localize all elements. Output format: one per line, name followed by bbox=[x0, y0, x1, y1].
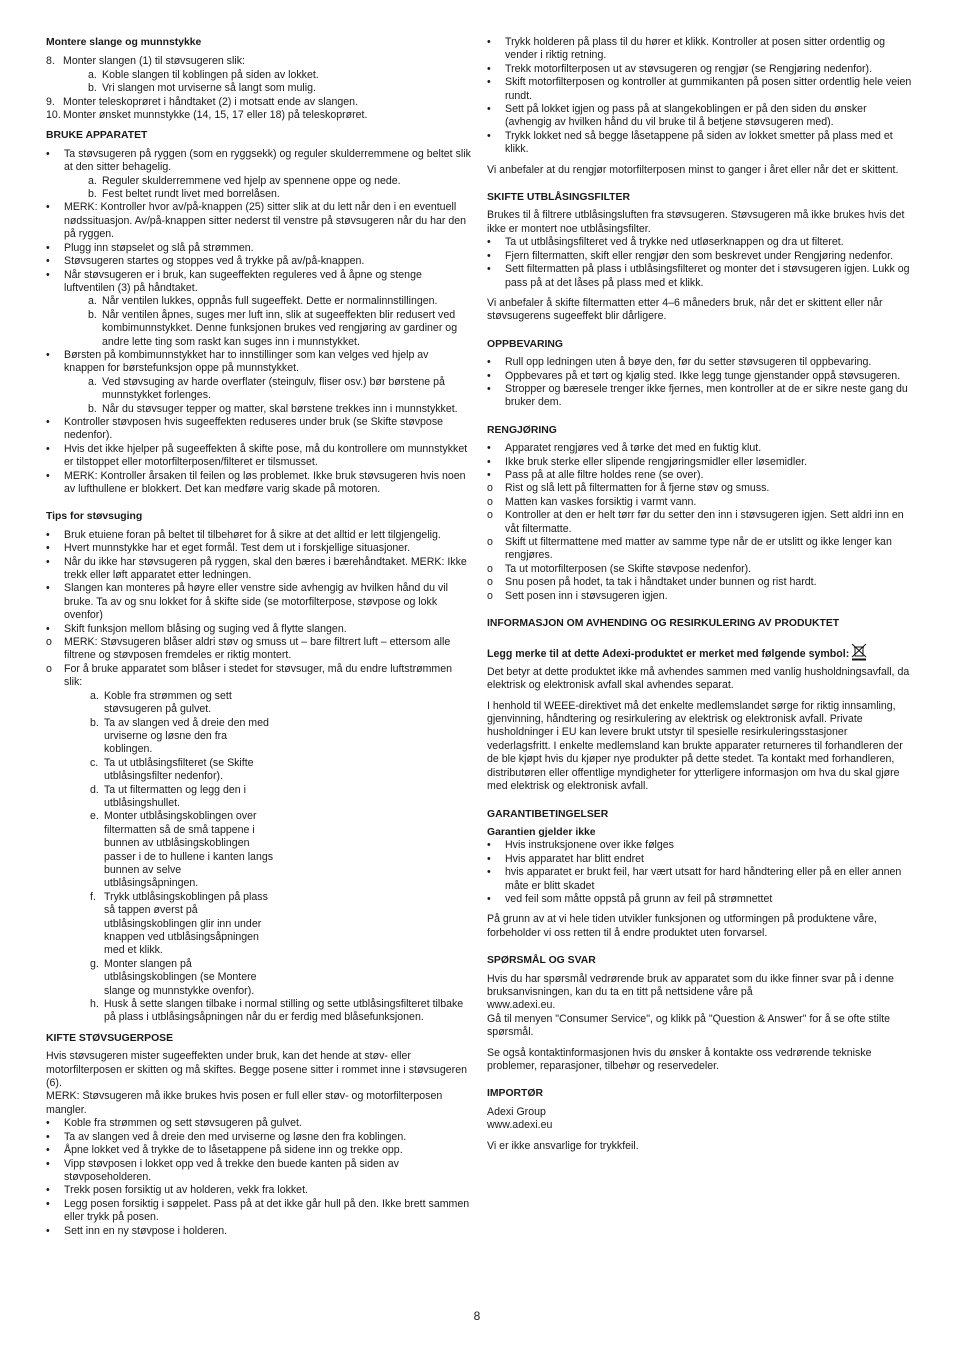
sub-item bbox=[46, 810, 472, 890]
circle-marker: o bbox=[487, 509, 493, 522]
paragraph: Hvis støvsugeren mister sugeeffekten under bruk, kan det hende at støv- eller motorfilterposen er skitten og må skiftes. Begge posene sitter i rommet inne i støvsugeren (6). bbox=[46, 1050, 467, 1090]
list-item bbox=[487, 509, 913, 536]
list-item bbox=[487, 590, 913, 603]
paragraph: På grunn av at vi hele tiden utvikler funksjonen og utformingen på produktene våre, forbeholder vi oss retten til å endre produktet uten forvarsel. bbox=[487, 913, 877, 939]
list-item bbox=[487, 482, 913, 495]
sub-item bbox=[46, 82, 472, 95]
bullet-marker: • bbox=[487, 36, 491, 48]
list-text: Oppbevares på et tørt og kjølig sted. Ikke legg tunge gjenstander oppå støvsugeren. bbox=[505, 369, 901, 382]
list-item bbox=[487, 442, 913, 455]
bullet-marker: • bbox=[487, 892, 491, 905]
list-text: Ta ut motorfilterposen (se Skifte støvpose nedenfor). bbox=[505, 562, 752, 575]
list-text: Hvis instruksjonene over ikke følges bbox=[505, 839, 674, 852]
section-heading: INFORMASJON OM AVHENDING OG RESIRKULERING AV PRODUKTET bbox=[487, 618, 840, 630]
list-text: Ta ut utblåsingsfilteret ved å trykke ned utløserknappen og dra ut filteret. bbox=[505, 236, 844, 249]
list-text: Fjern filtermatten, skift eller rengjør den som beskrevet under Rengjøring nedenfor. bbox=[505, 249, 894, 262]
list-item bbox=[487, 370, 913, 383]
paragraph: Brukes til å filtrere utblåsingsluften fra støvsugeren. Støvsugeren må ikke brukes hvis det ikke er montert noe utblåsingsfilter. bbox=[487, 209, 905, 235]
list-item bbox=[487, 866, 913, 893]
sub-item bbox=[46, 188, 472, 201]
list-text: Børsten på kombimunnstykket har to innstillinger som kan velges ved hjelp av knappen for børstefunksjon oppe på munnstykket. bbox=[64, 348, 429, 375]
list-marker: c. bbox=[90, 756, 99, 769]
bullet-marker: • bbox=[46, 241, 50, 254]
list-text: Støvsugeren startes og stoppes ved å trykke på av/på-knappen. bbox=[64, 255, 365, 268]
bullet-marker: • bbox=[46, 1157, 50, 1170]
list-marker: f. bbox=[90, 890, 96, 903]
list-item bbox=[487, 456, 913, 469]
list-text: Hvis det ikke hjelper på sugeeffekten å skifte pose, må du kontrollere om munnstykket er tilstoppet eller motorfilterposen/filteret er tilsmusset. bbox=[64, 442, 468, 469]
paragraph: I henhold til WEEE-direktivet må det enkelte medlemslandet sørge for riktig innsamling, gjenvinning, håndtering og resirkulering av elektrisk og elektronisk avfall. Private husholdninger i EU kan levere brukt utstyr til spesielle resirkuleringsstasjoner vederlagsfritt. I enkelte medlemsland kan brukte apparater returneres til forhandleren der de ble kjøpt hvis du kjøper nye produkter på dette stedet. Ta kontakt med forhandleren, distributøren eller offentlige myndigheter for ytterligere informasjon om hva du skal gjøre med elektrisk og elektronisk avfall. bbox=[487, 699, 903, 793]
section-heading: IMPORTØR bbox=[487, 1088, 543, 1100]
list-marker: 10. bbox=[46, 109, 61, 122]
list-item bbox=[46, 470, 472, 497]
list-item bbox=[46, 109, 472, 122]
bullet-marker: • bbox=[46, 1144, 50, 1157]
bullet-marker: • bbox=[46, 528, 50, 541]
paragraph: Vi anbefaler å skifte filtermatten etter 4–6 måneders bruk, når det er skittent eller når støvsugerens sugeeffekt blir dårligere. bbox=[487, 296, 883, 323]
list-text: Skift motorfilterposen og kontroller at gummikanten på posen sitter ordentlig hele veien rundt. bbox=[505, 76, 912, 102]
bullet-marker: • bbox=[487, 62, 491, 75]
list-marker: 8. bbox=[46, 55, 55, 68]
bullet-marker: • bbox=[487, 236, 491, 249]
bullet-marker: • bbox=[46, 1184, 50, 1197]
list-text: Ta av slangen ved å dreie den med urviserne og løsne den fra koblingen. bbox=[104, 716, 269, 756]
circle-marker: o bbox=[487, 589, 493, 602]
list-text: Når du støvsuger tepper og matter, skal børstene trekkes inn i munnstykket. bbox=[102, 402, 458, 415]
list-item bbox=[487, 76, 913, 103]
list-item bbox=[46, 201, 472, 241]
list-item bbox=[487, 63, 913, 76]
bullet-marker: • bbox=[46, 582, 50, 595]
bullet-marker: • bbox=[487, 249, 491, 262]
sub-item bbox=[46, 376, 472, 403]
list-text: Trekk posen forsiktig ut av holderen, vekk fra lokket. bbox=[64, 1184, 308, 1197]
list-item bbox=[46, 416, 472, 443]
list-item bbox=[46, 542, 472, 555]
circle-marker: o bbox=[487, 562, 493, 575]
list-item bbox=[487, 250, 913, 263]
list-text: Rull opp ledningen uten å bøye den, før du setter støvsugeren til oppbevaring. bbox=[505, 356, 872, 369]
list-item bbox=[46, 148, 472, 175]
section-heading: GARANTIBETINGELSER bbox=[487, 808, 609, 820]
list-marker: a. bbox=[90, 689, 99, 702]
list-item bbox=[46, 1184, 472, 1197]
list-text: Åpne lokket ved å trykke de to låsetappene på sidene inn og trekke opp. bbox=[64, 1144, 403, 1157]
bullet-marker: • bbox=[487, 468, 491, 481]
list-item bbox=[46, 636, 472, 663]
sub-item bbox=[46, 690, 472, 717]
list-text: MERK: Kontroller årsaken til feilen og løs problemet. Ikke bruk støvsugeren hvis noen av lufthullene er blokkert. Det kan medføre varig skade på motoren. bbox=[64, 469, 466, 495]
circle-marker: o bbox=[487, 482, 493, 495]
list-text: MERK: Kontroller hvor av/på-knappen (25) sitter slik at du lett når den i en eventuell nødssituasjon. Av/på-knappen sitter nederst til venstre på støvsugeren når du har den på ryggen. bbox=[64, 201, 467, 241]
list-item bbox=[487, 263, 913, 290]
list-text: Når støvsugeren er i bruk, kan sugeeffekten reguleres ved å åpne og stenge luftventilen (3) på håndtaket. bbox=[64, 268, 422, 294]
sub-item bbox=[46, 295, 472, 308]
paragraph: Gå til menyen "Consumer Service", og klikk på "Question & Answer" for å se ofte stilte spørsmål. bbox=[487, 1012, 891, 1039]
section-heading: SPØRSMÅL OG SVAR bbox=[487, 955, 596, 967]
list-text: Skift ut filtermattene med matter av samme type når de er utslitt og ikke lenger kan rengjøres. bbox=[505, 536, 892, 562]
sub-item bbox=[46, 69, 472, 82]
bullet-marker: • bbox=[46, 415, 50, 428]
list-text: Sett filtermatten på plass i utblåsingsfilteret og monter det i støvsugeren igjen. Lukk og pass på at det låses på plass med et klikk. bbox=[505, 263, 910, 289]
importer-name: Adexi Group bbox=[487, 1105, 546, 1118]
list-text: Fest beltet rundt livet med borrelåsen. bbox=[102, 188, 280, 201]
paragraph: Hvis du har spørsmål vedrørende bruk av apparatet som du ikke finner svar på i denne bruksanvisningen, kan du ta en titt på nettsidene våre på bbox=[487, 972, 894, 998]
circle-marker: o bbox=[46, 636, 52, 649]
list-text: hvis apparatet er brukt feil, har vært utsatt for hard håndtering eller på en eller annen måte er blitt skadet bbox=[505, 866, 902, 892]
list-marker: b. bbox=[88, 308, 97, 321]
list-item bbox=[46, 556, 472, 583]
list-text: Hvert munnstykke har et eget formål. Test dem ut i forskjellige situasjoner. bbox=[64, 542, 411, 555]
paragraph: Det betyr at dette produktet ikke må avhendes sammen med vanlig husholdningsavfall, da elektrisk og elektronisk avfall skal avhendes separat. bbox=[487, 665, 910, 692]
list-text: Hvis apparatet har blitt endret bbox=[505, 852, 644, 865]
bullet-marker: • bbox=[487, 866, 491, 879]
section-heading: SKIFTE UTBLÅSINGSFILTER bbox=[487, 192, 630, 204]
paragraph bbox=[487, 643, 913, 665]
bullet-marker: • bbox=[487, 455, 491, 468]
list-text: Trekk motorfilterposen ut av støvsugeren og rengjør (se Rengjøring nedenfor). bbox=[505, 62, 873, 75]
bullet-marker: • bbox=[487, 76, 491, 89]
list-text: For å bruke apparatet som blåser i stedet for støvsuger, må du endre luftstrømmen slik: bbox=[64, 662, 453, 689]
list-item bbox=[487, 469, 913, 482]
list-item bbox=[487, 36, 913, 63]
paragraph: Se også kontaktinformasjonen hvis du ønsker å kontakte oss vedrørende tekniske problemer, reparasjoner, tilbehør og reservedeler. bbox=[487, 1046, 872, 1072]
list-text: Ikke bruk sterke eller slipende rengjøringsmidler eller løsemidler. bbox=[505, 455, 808, 468]
list-item bbox=[46, 582, 472, 622]
list-text: Pass på at alle filtre holdes rene (se over). bbox=[505, 468, 704, 481]
bullet-marker: • bbox=[46, 542, 50, 555]
list-text: Vri slangen mot urviserne så langt som mulig. bbox=[102, 82, 316, 95]
sub-item bbox=[46, 784, 472, 811]
bullet-marker: • bbox=[46, 255, 50, 268]
section-heading: RENGJØRING bbox=[487, 424, 557, 436]
list-item bbox=[487, 563, 913, 576]
list-text: Ta av slangen ved å dreie den med urviserne og løsne den fra koblingen. bbox=[64, 1130, 407, 1143]
list-text: Koble slangen til koblingen på siden av lokket. bbox=[102, 68, 319, 81]
list-text: Monter teleskoprøret i håndtaket (2) i motsatt ende av slangen. bbox=[63, 95, 359, 108]
list-text: Koble fra strømmen og sett støvsugeren på gulvet. bbox=[64, 1117, 302, 1130]
list-text: Husk å sette slangen tilbake i normal stilling og sette utblåsingsfilteret tilbake på plass i utblåsingsåpningen når du er ferdig med blåsefunksjonen. bbox=[104, 998, 464, 1024]
list-item bbox=[487, 356, 913, 369]
circle-marker: o bbox=[487, 576, 493, 589]
list-text: Apparatet rengjøres ved å tørke det med en fuktig klut. bbox=[505, 442, 762, 455]
sub-item bbox=[46, 958, 472, 998]
bullet-marker: • bbox=[487, 382, 491, 395]
list-marker: a. bbox=[88, 174, 97, 187]
list-item bbox=[46, 1158, 472, 1185]
list-item bbox=[46, 623, 472, 636]
website-link[interactable]: www.adexi.eu. bbox=[487, 999, 556, 1012]
section-heading: OPPBEVARING bbox=[487, 338, 564, 350]
page-number: 8 bbox=[473, 1309, 481, 1323]
bullet-marker: • bbox=[487, 839, 491, 852]
paragraph: MERK: Støvsugeren må ikke brukes hvis posen er full eller støv- og motorfilterposen mangler. bbox=[46, 1090, 443, 1116]
list-item bbox=[46, 255, 472, 268]
list-item bbox=[46, 1117, 472, 1130]
list-text: Slangen kan monteres på høyre eller venstre side avhengig av hvilken hånd du vil bruke. Ta av og snu lokket for å skifte side (se motorfilterpose, støvpose og lokk ovenfor) bbox=[64, 582, 448, 622]
list-text: Monter ønsket munnstykke (14, 15, 17 eller 18) på teleskoprøret. bbox=[63, 109, 368, 122]
list-marker: h. bbox=[90, 998, 99, 1011]
list-marker: d. bbox=[90, 783, 99, 796]
list-text: Når du ikke har støvsugeren på ryggen, skal den bæres i bærehåndtaket. MERK: Ikke trekk eller løft apparatet etter ledningen. bbox=[64, 555, 467, 582]
circle-marker: o bbox=[46, 662, 52, 675]
list-item bbox=[46, 1131, 472, 1144]
list-item bbox=[46, 443, 472, 470]
list-item bbox=[487, 536, 913, 563]
list-text: Sett på lokket igjen og pass på at slangekoblingen er på den siden du ønsker (avhengig av hvilken hånd du vil bruke til å betjene støvsugeren med). bbox=[505, 103, 867, 129]
list-text: Trykk holderen på plass til du hører et klikk. Kontroller at posen sitter ordentlig og vender i riktig retning. bbox=[505, 36, 885, 62]
section-heading: KIFTE STØVSUGERPOSE bbox=[46, 1032, 174, 1044]
list-text: ved feil som måtte oppstå på grunn av feil på strømnettet bbox=[505, 892, 773, 905]
list-text: Reguler skulderremmene ved hjelp av spennene oppe og nede. bbox=[102, 174, 401, 187]
list-text: Monter slangen på utblåsingskoblingen (se Montere slange og munnstykke ovenfor). bbox=[104, 957, 257, 997]
list-marker: g. bbox=[90, 957, 99, 970]
circle-marker: o bbox=[487, 536, 493, 548]
sub-item bbox=[46, 309, 472, 349]
section-heading: BRUKE APPARATET bbox=[46, 130, 148, 142]
list-item bbox=[487, 839, 913, 852]
paragraph: Vi anbefaler at du rengjør motorfilterposen minst to ganger i året eller når det er skittent. bbox=[487, 163, 899, 176]
list-text: Koble fra strømmen og sett støvsugeren på gulvet. bbox=[104, 689, 232, 716]
list-item bbox=[46, 242, 472, 255]
sub-item bbox=[46, 175, 472, 188]
weee-notice: Legg merke til at dette Adexi-produktet er merket med følgende symbol: bbox=[487, 648, 850, 661]
bullet-marker: • bbox=[487, 852, 491, 865]
bullet-marker: • bbox=[46, 1224, 50, 1237]
list-item bbox=[487, 576, 913, 589]
section-heading: Montere slange og munnstykke bbox=[46, 37, 202, 48]
list-item bbox=[487, 893, 913, 906]
section-heading: Tips for støvsuging bbox=[46, 511, 143, 523]
bullet-marker: • bbox=[46, 1130, 50, 1143]
list-item bbox=[46, 663, 472, 690]
list-text: Vipp støvposen i lokket opp ved å trekke den buede kanten på siden av støvposeholderen. bbox=[64, 1157, 399, 1183]
crossed-out-bin-icon bbox=[851, 643, 867, 665]
sub-item bbox=[46, 717, 472, 757]
list-text: Sett posen inn i støvsugeren igjen. bbox=[505, 589, 668, 602]
list-text: MERK: Støvsugeren blåser aldri støv og smuss ut – bare filtrert luft – ettersom alle filtrene og støvposen fremdeles er riktig montert. bbox=[64, 636, 451, 662]
list-text: Legg posen forsiktig i søppelet. Pass på at det ikke går hull på den. Ikke brett sammen eller trykk på posen. bbox=[64, 1197, 470, 1224]
circle-marker: o bbox=[487, 495, 493, 508]
sub-item bbox=[46, 757, 472, 784]
list-marker: 9. bbox=[46, 95, 55, 108]
list-marker: b. bbox=[88, 82, 97, 95]
list-item bbox=[487, 383, 913, 410]
list-text: Matten kan vaskes forsiktig i varmt vann. bbox=[505, 495, 697, 508]
list-text: Når ventilen åpnes, suges mer luft inn, slik at sugeeffekten blir redusert ved kombimunnstykket. Denne funksjonen brukes ved rengjøring av gardiner og andre lette ting som raskt kan suges inn i munnstykket. bbox=[102, 308, 458, 348]
bullet-marker: • bbox=[46, 622, 50, 635]
list-text: Trykk utblåsingskoblingen på plass så tappen øverst på utblåsingskoblingen glir inn under knappen ved utblåsingsåpningen med et klikk. bbox=[104, 890, 268, 957]
list-marker: e. bbox=[90, 810, 99, 823]
bullet-marker: • bbox=[46, 1117, 50, 1130]
bullet-marker: • bbox=[46, 555, 50, 568]
list-marker: b. bbox=[88, 188, 97, 201]
list-text: Kontroller støvposen hvis sugeeffekten reduseres under bruk (se Skifte støvpose nedenfor). bbox=[64, 415, 444, 442]
bullet-marker: • bbox=[487, 263, 491, 276]
list-text: Ta ut filtermatten og legg den i utblåsingshullet. bbox=[104, 783, 246, 809]
list-item bbox=[46, 1144, 472, 1157]
list-item bbox=[46, 55, 472, 68]
bullet-marker: • bbox=[46, 268, 50, 281]
sub-item bbox=[46, 891, 472, 958]
left-column bbox=[46, 36, 472, 1238]
bullet-marker: • bbox=[46, 469, 50, 482]
bullet-marker: • bbox=[487, 369, 491, 382]
list-item bbox=[46, 349, 472, 376]
bullet-marker: • bbox=[487, 129, 491, 142]
bullet-marker: • bbox=[487, 442, 491, 455]
list-text: Ta ut utblåsingsfilteret (se Skifte utblåsingsfilter nedenfor). bbox=[104, 756, 254, 783]
sub-item bbox=[46, 403, 472, 416]
bullet-marker: • bbox=[46, 348, 50, 361]
sub-item bbox=[46, 998, 472, 1025]
list-text: Ta støvsugeren på ryggen (som en ryggsekk) og reguler skulderremmene og beltet slik at den sitter behagelig. bbox=[64, 147, 471, 174]
bullet-marker: • bbox=[487, 356, 491, 369]
list-item bbox=[46, 96, 472, 109]
list-text: Snu posen på hodet, ta tak i håndtaket under bunnen og rist hardt. bbox=[505, 576, 817, 589]
list-item bbox=[487, 236, 913, 249]
list-text: Plugg inn støpselet og slå på strømmen. bbox=[64, 241, 254, 254]
bullet-marker: • bbox=[46, 442, 50, 455]
list-marker: a. bbox=[88, 375, 97, 388]
bullet-marker: • bbox=[46, 1197, 50, 1210]
list-item bbox=[46, 1198, 472, 1225]
bullet-marker: • bbox=[46, 147, 50, 160]
list-marker: b. bbox=[90, 716, 99, 729]
list-text: Monter slangen (1) til støvsugeren slik: bbox=[63, 55, 245, 68]
list-item bbox=[46, 269, 472, 296]
bullet-marker: • bbox=[487, 103, 491, 116]
list-item bbox=[487, 853, 913, 866]
list-text: Skift funksjon mellom blåsing og suging ved å flytte slangen. bbox=[64, 622, 347, 635]
right-column bbox=[487, 36, 913, 1153]
list-item bbox=[46, 1225, 472, 1238]
list-text: Rist og slå lett på filtermatten for å fjerne støv og smuss. bbox=[505, 482, 770, 495]
list-text: Monter utblåsingskoblingen over filtermatten så de små tappene i bunnen av utblåsingskoblingen passer i de to hullene i kanten langs bunnen av selve utblåsingsåpningen. bbox=[104, 810, 274, 890]
list-text: Bruk etuiene foran på beltet til tilbehøret for å sikre at det alltid er lett tilgjengelig. bbox=[64, 528, 441, 541]
list-item bbox=[487, 130, 913, 157]
list-text: Stropper og bæresele trenger ikke fjernes, men kontroller at de er sikre neste gang du bruker dem. bbox=[505, 382, 908, 409]
list-item bbox=[487, 496, 913, 509]
list-text: Når ventilen lukkes, oppnås full sugeeffekt. Dette er normalinnstillingen. bbox=[102, 295, 438, 308]
list-text: Ved støvsuging av harde overflater (steingulv, fliser osv.) bør børstene på munnstykket forlenges. bbox=[102, 375, 445, 402]
list-marker: b. bbox=[88, 402, 97, 415]
bullet-marker: • bbox=[46, 201, 50, 214]
list-text: Kontroller at den er helt tørr før du setter den inn i støvsugeren igjen. Sett aldri inn en våt filtermatte. bbox=[505, 509, 904, 535]
list-marker: a. bbox=[88, 295, 97, 308]
list-text: Sett inn en ny støvpose i holderen. bbox=[64, 1224, 228, 1237]
list-item bbox=[46, 529, 472, 542]
importer-website[interactable]: www.adexi.eu bbox=[487, 1119, 553, 1132]
list-item bbox=[487, 103, 913, 130]
subheading: Garantien gjelder ikke bbox=[487, 826, 596, 838]
list-text: Trykk lokket ned så begge låsetappene på siden av lokket smetter på plass med et klikk. bbox=[505, 129, 893, 156]
paragraph: Vi er ikke ansvarlige for trykkfeil. bbox=[487, 1139, 639, 1152]
list-marker: a. bbox=[88, 68, 97, 81]
